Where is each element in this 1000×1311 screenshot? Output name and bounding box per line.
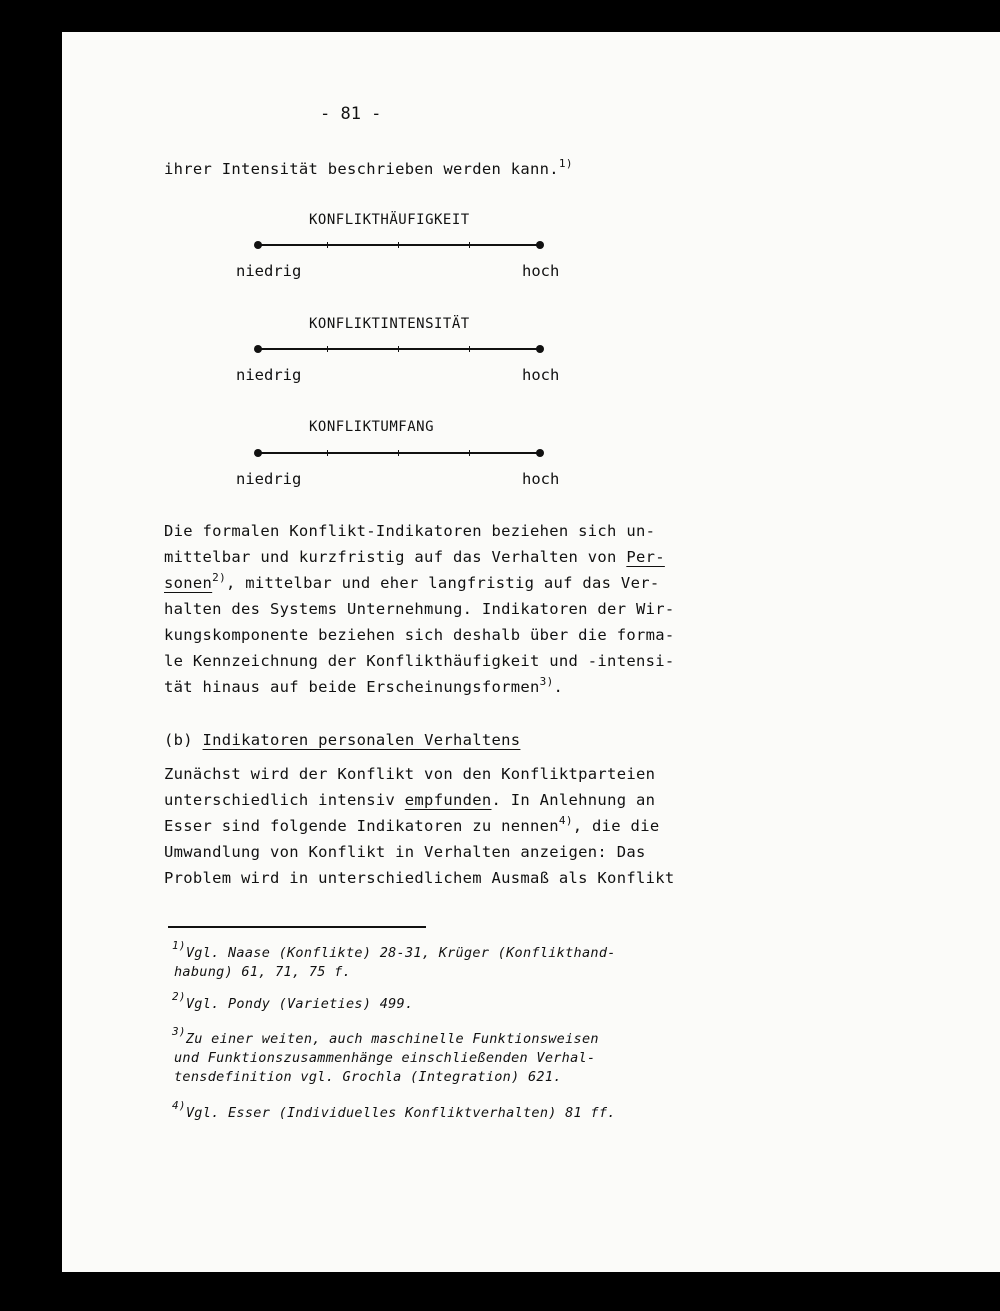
section-heading xyxy=(164,731,520,749)
scale-tick xyxy=(469,242,470,248)
scale-title: KONFLIKTHÄUFIGKEIT xyxy=(309,212,470,228)
body-line xyxy=(164,548,665,566)
text-run: . In Anlehnung an xyxy=(491,791,656,809)
scale-tick xyxy=(398,450,399,456)
footnote-mark: 3) xyxy=(172,1025,186,1038)
page-number: - 81 - xyxy=(320,104,382,124)
body-line: kungskomponente beziehen sich deshalb über die forma- xyxy=(164,626,675,644)
scale-endpoint xyxy=(536,345,544,353)
intro-line xyxy=(164,157,573,178)
footnote-mark: 1) xyxy=(172,939,186,952)
scale-tick xyxy=(469,450,470,456)
footnote xyxy=(172,1099,616,1123)
body-line xyxy=(164,675,564,696)
scale-low-label: niedrig xyxy=(236,262,302,280)
body-line: halten des Systems Unternehmung. Indikatoren der Wir- xyxy=(164,600,675,618)
footnote xyxy=(172,1025,599,1087)
scale-tick xyxy=(327,450,328,456)
text-run: unterschiedlich intensiv xyxy=(164,791,405,809)
footnote-text: Vgl. Naase (Konflikte) 28-31, Krüger (Konflikthand- xyxy=(185,945,616,961)
scale-line xyxy=(257,244,541,246)
body-line: Die formalen Konflikt-Indikatoren beziehen sich un- xyxy=(164,522,656,540)
scale-tick xyxy=(469,346,470,352)
text-run: , die die xyxy=(572,817,660,835)
section-title: Indikatoren personalen Verhaltens xyxy=(202,731,521,749)
text-run: Esser sind folgende Indikatoren zu nennen xyxy=(164,817,559,835)
footnote-text: habung) 61, 71, 75 f. xyxy=(174,964,351,980)
scale-high-label: hoch xyxy=(522,366,560,384)
footnote xyxy=(172,939,616,982)
footnote-ref: 2) xyxy=(212,571,227,584)
body-line xyxy=(164,814,660,835)
body-line xyxy=(164,791,655,809)
scale-endpoint xyxy=(254,241,262,249)
scale-endpoint xyxy=(536,449,544,457)
footnote-mark: 4) xyxy=(172,1099,186,1112)
footnote-text: tensdefinition vgl. Grochla (Integration) 621. xyxy=(174,1069,562,1085)
scale-tick xyxy=(398,242,399,248)
text-run: , mittelbar und eher langfristig auf das Ver- xyxy=(226,574,660,592)
section-label: (b) xyxy=(164,731,193,749)
scale-title: KONFLIKTUMFANG xyxy=(309,419,435,435)
body-line xyxy=(164,571,660,592)
scale-title: KONFLIKTINTENSITÄT xyxy=(309,316,470,332)
scale-line xyxy=(257,348,541,350)
body-line: Problem wird in unterschiedlichem Ausmaß als Konflikt xyxy=(164,869,675,887)
footnote-ref: 3) xyxy=(539,675,554,688)
footnote-text: Vgl. Esser (Individuelles Konfliktverhalten) 81 ff. xyxy=(185,1105,616,1121)
underlined-text: empfunden xyxy=(404,791,492,809)
footnote xyxy=(172,990,414,1014)
footnote-text: und Funktionszusammenhänge einschließenden Verhal- xyxy=(174,1050,596,1066)
scale-low-label: niedrig xyxy=(236,366,302,384)
scale-tick xyxy=(327,346,328,352)
body-line: le Kennzeichnung der Konflikthäufigkeit und -intensi- xyxy=(164,652,675,670)
footnote-mark: 2) xyxy=(172,990,186,1003)
scale-line xyxy=(257,452,541,454)
scale-high-label: hoch xyxy=(522,470,560,488)
footnote-text: Zu einer weiten, auch maschinelle Funktionsweisen xyxy=(185,1031,599,1047)
body-line: Zunächst wird der Konflikt von den Konfliktparteien xyxy=(164,765,656,783)
footnote-separator xyxy=(168,926,426,928)
scale-endpoint xyxy=(254,345,262,353)
footnote-text: Vgl. Pondy (Varieties) 499. xyxy=(185,996,414,1012)
text-run: tät hinaus auf beide Erscheinungsformen xyxy=(164,678,540,696)
scale-tick xyxy=(398,346,399,352)
footnote-ref: 4) xyxy=(558,814,573,827)
scale-high-label: hoch xyxy=(522,262,560,280)
underlined-text: sonen xyxy=(164,574,213,592)
scale-low-label: niedrig xyxy=(236,470,302,488)
text-run: mittelbar und kurzfristig auf das Verhalten von xyxy=(164,548,627,566)
body-line: Umwandlung von Konflikt in Verhalten anzeigen: Das xyxy=(164,843,646,861)
footnote-ref: 1) xyxy=(558,157,573,170)
scale-endpoint xyxy=(536,241,544,249)
scale-tick xyxy=(327,242,328,248)
text-run: . xyxy=(553,678,564,696)
intro-text: ihrer Intensität beschrieben werden kann. xyxy=(164,160,559,178)
scale-endpoint xyxy=(254,449,262,457)
underlined-text: Per- xyxy=(626,548,665,566)
